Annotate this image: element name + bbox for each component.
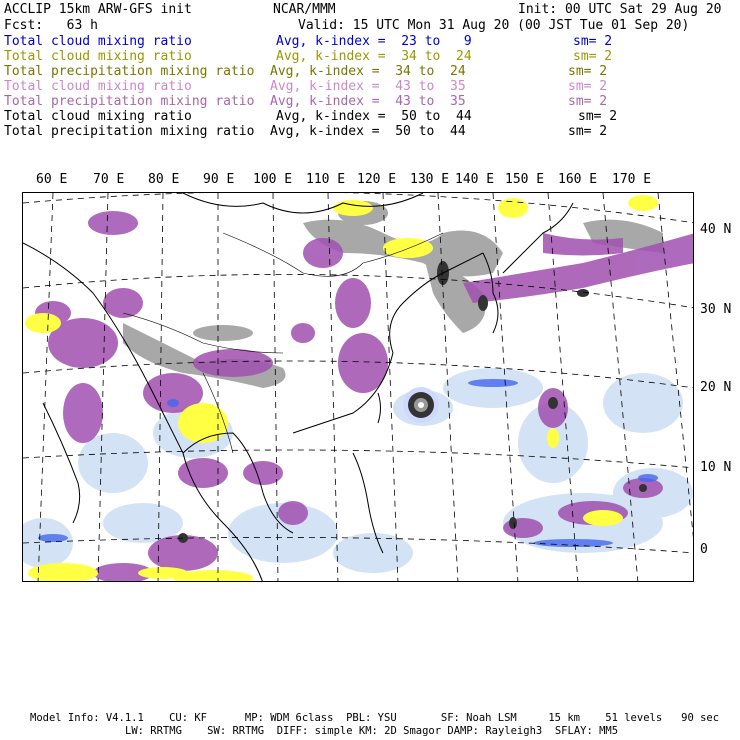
longitude-label: 170 E — [612, 172, 652, 187]
field-k-index: Avg, k-index = 34 to 24 — [270, 64, 466, 79]
latitude-label: 10 N — [700, 460, 732, 475]
model-title: ACCLIP 15km ARW-GFS init — [4, 2, 192, 17]
field-smoothing: sm= 2 — [573, 49, 613, 64]
forecast-hour: Fcst: 63 h — [4, 18, 98, 33]
field-smoothing: sm= 2 — [568, 79, 608, 94]
field-name: Total cloud mixing ratio — [4, 49, 192, 64]
longitude-label: 60 E — [36, 172, 68, 187]
longitude-label: 150 E — [505, 172, 545, 187]
typhoon-core — [403, 387, 439, 423]
field-name: Total precipitation mixing ratio — [4, 64, 255, 79]
model-info-line1: Model Info: V4.1.1 CU: KF MP: WDM 6class PBL: YSU SF: Noah LSM 15 km 51 levels 90 sec — [30, 712, 720, 724]
field-name: Total precipitation mixing ratio — [4, 124, 255, 139]
field-k-index: Avg, k-index = 50 to 44 — [276, 109, 472, 124]
field-k-index: Avg, k-index = 34 to 24 — [276, 49, 472, 64]
longitude-label: 140 E — [455, 172, 495, 187]
field-smoothing: sm= 2 — [568, 94, 608, 109]
longitude-label: 80 E — [148, 172, 180, 187]
model-info-line2: LW: RRTMG SW: RRTMG DIFF: simple KM: 2D Smagor DAMP: Rayleigh3 SFLAY: MM5 — [125, 725, 619, 737]
latitude-label: 30 N — [700, 302, 732, 317]
longitude-label: 160 E — [558, 172, 598, 187]
longitude-label: 120 E — [357, 172, 397, 187]
longitude-label: 100 E — [253, 172, 293, 187]
map-canvas — [23, 193, 694, 582]
longitude-label: 130 E — [410, 172, 450, 187]
init-time: Init: 00 UTC Sat 29 Aug 20 — [518, 2, 722, 17]
field-smoothing: sm= 2 — [568, 64, 608, 79]
longitude-label: 110 E — [306, 172, 346, 187]
field-name: Total precipitation mixing ratio — [4, 94, 255, 109]
map-panel — [22, 192, 694, 582]
field-name: Total cloud mixing ratio — [4, 79, 192, 94]
field-k-index: Avg, k-index = 43 to 35 — [270, 79, 466, 94]
field-smoothing: sm= 2 — [573, 34, 613, 49]
field-name: Total cloud mixing ratio — [4, 34, 192, 49]
field-k-index: Avg, k-index = 50 to 44 — [270, 124, 466, 139]
field-k-index: Avg, k-index = 23 to 9 — [276, 34, 472, 49]
field-smoothing: sm= 2 — [578, 109, 618, 124]
field-smoothing: sm= 2 — [568, 124, 608, 139]
latitude-label: 0 — [700, 542, 708, 557]
longitude-label: 70 E — [93, 172, 125, 187]
org-label: NCAR/MMM — [273, 2, 336, 17]
field-name: Total cloud mixing ratio — [4, 109, 192, 124]
latitude-label: 20 N — [700, 380, 732, 395]
longitude-label: 90 E — [203, 172, 235, 187]
valid-time: Valid: 15 UTC Mon 31 Aug 20 (00 JST Tue 01 Sep 20) — [298, 18, 690, 33]
field-k-index: Avg, k-index = 43 to 35 — [270, 94, 466, 109]
latitude-label: 40 N — [700, 222, 732, 237]
